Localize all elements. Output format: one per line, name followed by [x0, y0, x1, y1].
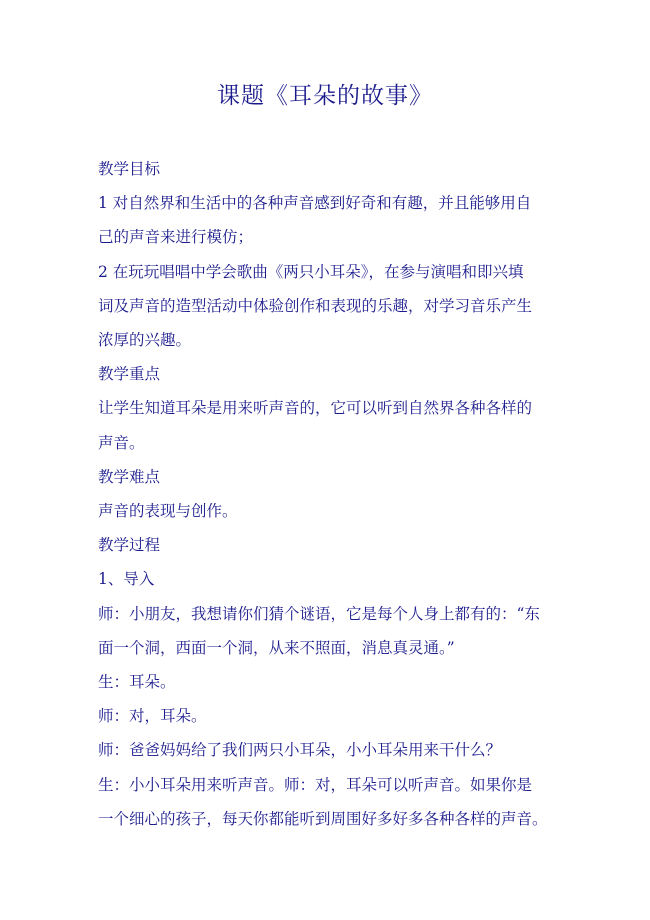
objective-2-line-1: 2 在玩玩唱唱中学会歌曲《两只小耳朵》，在参与演唱和即兴填 [98, 262, 524, 281]
dialogue-line: 师：爸爸妈妈给了我们两只小耳朵，小小耳朵用来干什么？ [98, 741, 502, 760]
dialogue-line: 师：对，耳朵。 [98, 707, 207, 726]
section-heading-difficulties: 教学难点 [98, 467, 161, 486]
dialogue-line: 生：耳朵。 [98, 673, 176, 692]
section-heading-key-points: 教学重点 [98, 365, 161, 384]
objective-2-line-2: 词及声音的造型活动中体验创作和表现的乐趣，对学习音乐产生 [98, 296, 533, 315]
key-points-line-1: 让学生知道耳朵是用来听声音的，它可以听到自然界各种各样的 [98, 399, 533, 418]
dialogue-line: 面一个洞，西面一个洞，从来不照面，消息真灵通。” [98, 638, 455, 657]
dialogue-line: 师：小朋友，我想请你们猜个谜语，它是每个人身上都有的：“东 [98, 604, 540, 623]
dialogue-line: 一个细心的孩子，每天你都能听到周围好多好多各种各样的声音。 [98, 809, 548, 828]
objective-1-line-2: 己的声音来进行模仿； [98, 228, 254, 247]
section-heading-objectives: 教学目标 [98, 160, 161, 178]
objective-1-line-1: 1 对自然界和生活中的各种声音感到好奇和有趣，并且能够用自 [98, 194, 532, 213]
dialogue-line: 生：小小耳朵用来听声音。师：对，耳朵可以听声音。如果你是 [98, 775, 533, 794]
document-title: 课题《耳朵的故事》 [217, 83, 433, 109]
section-heading-process: 教学过程 [98, 536, 161, 555]
process-step-1-heading: 1、导入 [98, 570, 155, 589]
document-body [98, 152, 566, 836]
key-points-line-2: 声音。 [98, 433, 145, 452]
difficulties-line: 声音的表现与创作。 [98, 502, 238, 521]
objective-2-line-3: 浓厚的兴趣。 [98, 331, 192, 350]
